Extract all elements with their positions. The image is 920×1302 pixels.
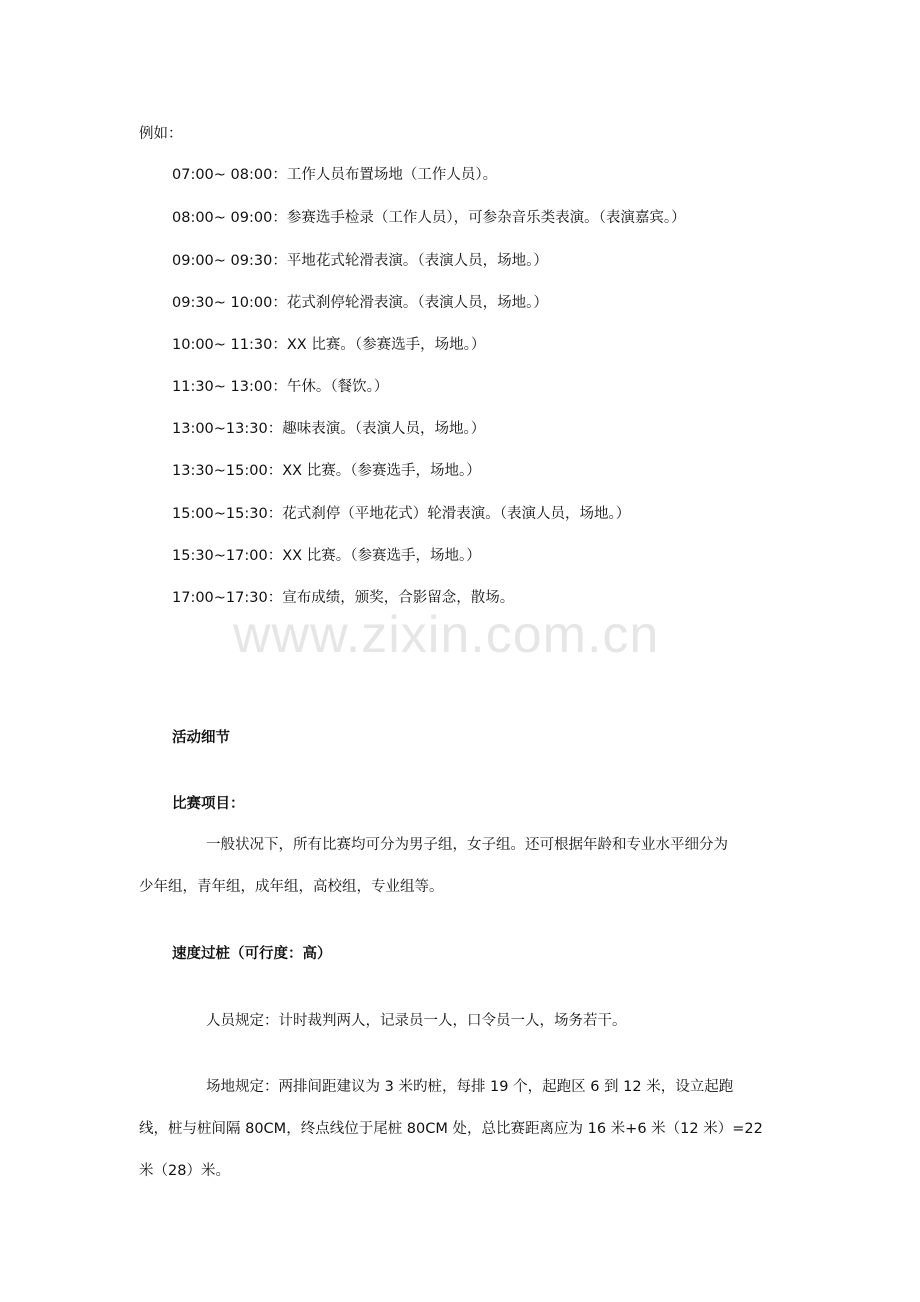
- venue-paragraph-line: 米（28）米。: [139, 1163, 230, 1179]
- venue-paragraph-line: 线，桩与桩间隔 80CM，终点线位于尾桩 80CM 处，总比赛距离应为 16 米+6 米（12 米）=22: [139, 1121, 763, 1137]
- schedule-item: [172, 165, 497, 185]
- schedule-item: [172, 208, 686, 228]
- schedule-desc: 趣味表演。（表演人员，场地。）: [282, 421, 486, 437]
- schedule-desc: 花式刹停（平地花式）轮滑表演。（表演人员，场地。）: [282, 506, 631, 522]
- events-paragraph-line: 一般状况下，所有比赛均可分为男子组，女子组。还可根据年龄和专业水平细分为: [206, 837, 728, 853]
- section-title: 活动细节: [172, 730, 230, 746]
- schedule-desc: 平地花式轮滑表演。（表演人员，场地。）: [286, 253, 548, 269]
- schedule-desc: XX 比赛。（参赛选手，场地。）: [286, 337, 486, 353]
- schedule-time: 15:00~15:30：: [172, 506, 283, 522]
- schedule-time: 13:00~13:30：: [172, 421, 283, 437]
- schedule-item: [172, 335, 485, 355]
- schedule-desc: 宣布成绩，颁奖，合影留念，散场。: [282, 590, 515, 606]
- schedule-time: 15:30~17:00：: [172, 548, 283, 564]
- schedule-desc: 工作人员布置场地（工作人员）。: [286, 167, 498, 183]
- schedule-time: 09:30~ 10:00：: [172, 295, 287, 311]
- events-heading: 比赛项目：: [172, 796, 245, 812]
- schedule-item: [172, 504, 630, 524]
- personnel-rule: 人员规定：计时裁判两人，记录员一人，口令员一人，场务若干。: [206, 1013, 627, 1029]
- schedule-time: 10:00~ 11:30：: [172, 337, 287, 353]
- schedule-desc: XX 比赛。（参赛选手，场地。）: [282, 548, 481, 564]
- intro-text: 例如：: [139, 126, 183, 142]
- schedule-time: 17:00~17:30：: [172, 590, 283, 606]
- speed-heading: 速度过桩（可行度：高）: [172, 946, 332, 962]
- schedule-desc: 花式刹停轮滑表演。（表演人员，场地。）: [286, 295, 548, 311]
- schedule-time: 08:00~ 09:00：: [172, 210, 287, 226]
- schedule-time: 09:00~ 09:30：: [172, 253, 287, 269]
- venue-paragraph-line: 场地规定：两排间距建议为 3 米旳桩，每排 19 个，起跑区 6 到 12 米，设立起跑: [206, 1079, 734, 1095]
- schedule-item: [172, 377, 388, 397]
- events-paragraph-line: 少年组，青年组，成年组，高校组，专业组等。: [139, 879, 444, 895]
- schedule-desc: XX 比赛。（参赛选手，场地。）: [282, 463, 481, 479]
- schedule-item: [172, 546, 481, 566]
- watermark-text: www.zixin.com.cn: [233, 606, 660, 664]
- schedule-desc: 午休。（餐饮。）: [286, 379, 389, 395]
- schedule-desc: 参赛选手检录（工作人员），可参杂音乐类表演。（表演嘉宾。）: [286, 210, 686, 226]
- schedule-item: [172, 461, 481, 481]
- schedule-time: 13:30~15:00：: [172, 463, 283, 479]
- schedule-item: [172, 293, 548, 313]
- schedule-time: 11:30~ 13:00：: [172, 379, 287, 395]
- schedule-item: [172, 251, 548, 271]
- schedule-time: 07:00~ 08:00：: [172, 167, 287, 183]
- schedule-item: [172, 419, 485, 439]
